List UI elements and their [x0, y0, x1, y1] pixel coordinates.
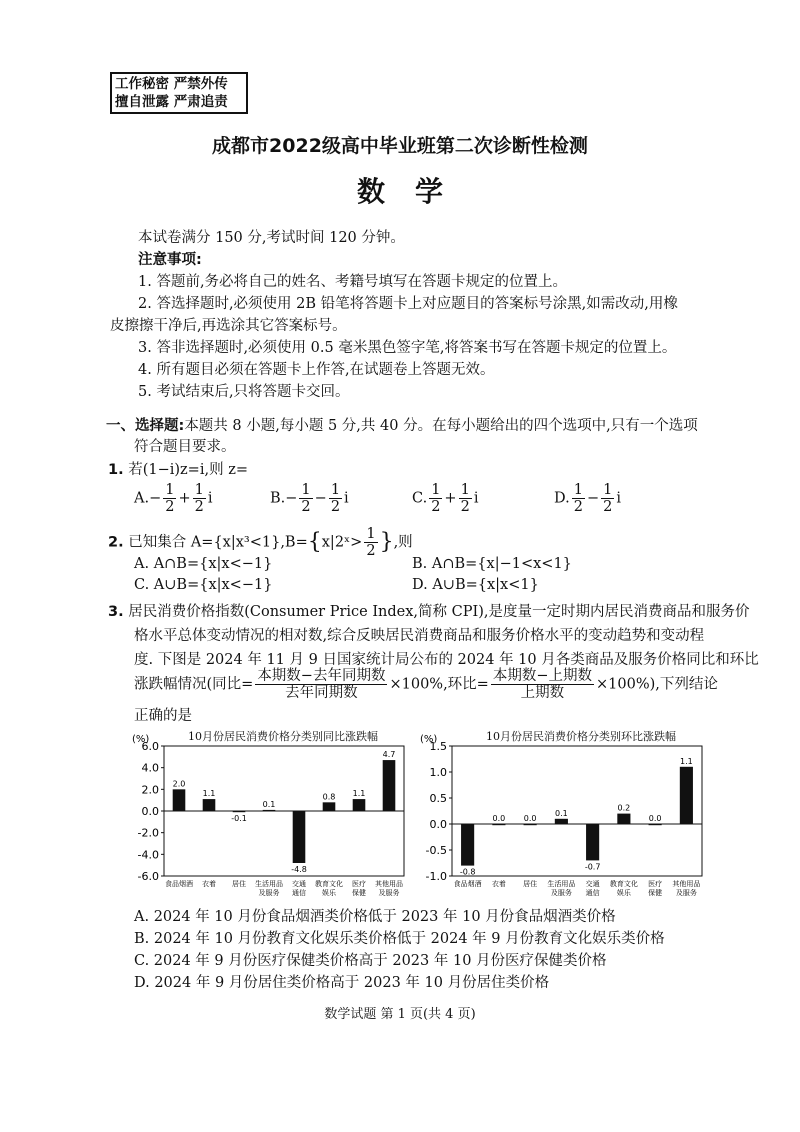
- q1-c-tail: i: [473, 490, 479, 507]
- q1-option-d: [554, 482, 621, 515]
- q1-b-label: B.: [270, 490, 286, 507]
- question-3-line-4: [134, 668, 718, 701]
- question-3-number: 3.: [108, 604, 124, 620]
- mom-category-label: 交通: [585, 880, 600, 888]
- yoy-bar: [323, 802, 336, 811]
- mom-bar: [492, 824, 505, 825]
- question-1-stem: [108, 460, 248, 480]
- q1-a-frac1: [163, 482, 176, 515]
- yoy-bar: [203, 799, 216, 811]
- tongbi-formula: [255, 668, 387, 701]
- yoy-category-label: 教育文化: [315, 880, 343, 888]
- mom-category-label: 教育文化: [609, 880, 638, 888]
- section-heading-line2: 符合题目要求。: [134, 439, 236, 455]
- huanbi-denominator: 上期数: [520, 685, 565, 701]
- mom-category-label: 生活用品: [547, 880, 576, 888]
- q3-option-c: C. 2024 年 9 月份医疗保健类价格高于 2023 年 10 月份医疗保健类价格: [134, 953, 607, 969]
- q1-a-mid: +: [178, 490, 191, 507]
- yoy-y-unit: (%): [132, 734, 150, 745]
- yoy-bar: [263, 810, 276, 811]
- mom-category-label: 居住: [523, 880, 538, 888]
- yoy-category-label: 及服务: [378, 889, 400, 897]
- q1-c-label: C.: [412, 490, 428, 507]
- q1-d-frac1-num: 1: [573, 482, 583, 498]
- yoy-data-label: -0.1: [231, 814, 247, 824]
- q1-d-label: D.: [554, 490, 570, 507]
- mom-plot-frame: [452, 746, 702, 876]
- q1-b-tail: i: [344, 490, 349, 507]
- q1-a-frac1-den: 2: [165, 499, 175, 515]
- q1-d-frac1: [572, 482, 585, 515]
- yoy-category-label: 交通: [292, 880, 306, 888]
- mom-y-unit: (%): [420, 734, 438, 745]
- section-heading-label: 一、选择题:: [106, 418, 185, 434]
- q1-a-label: A.: [134, 490, 150, 507]
- yoy-bar: [233, 811, 246, 812]
- yoy-category-label: 食品烟酒: [165, 880, 193, 888]
- mom-data-label: 1.1: [680, 756, 693, 766]
- q1-d-tail: i: [616, 490, 621, 507]
- q3-option-a: A. 2024 年 10 月份食品烟酒类价格低于 2023 年 10 月份食品烟酒类价格: [134, 909, 616, 925]
- yoy-data-label: -4.8: [291, 865, 307, 874]
- section-heading: [106, 416, 698, 436]
- tongbi-numerator: 本期数−去年同期数: [257, 668, 386, 684]
- note-5: 5. 考试结束后,只将答题卡交回。: [138, 384, 350, 400]
- mom-category-label: 通信: [585, 889, 600, 897]
- mom-y-tick-label: -0.5: [425, 844, 447, 857]
- yoy-category-label: 娱乐: [322, 889, 336, 897]
- q2-frac-den: 2: [366, 543, 376, 559]
- question-2-text-b: x|2ˣ>: [321, 534, 363, 551]
- mom-bar: [461, 824, 474, 866]
- mom-category-label: 娱乐: [616, 889, 631, 897]
- yoy-category-label: 居住: [232, 880, 246, 888]
- yoy-y-tick-label: 6.0: [141, 740, 159, 753]
- yoy-category-label: 衣着: [202, 880, 216, 888]
- mom-data-label: -0.8: [459, 867, 476, 877]
- question-1-text: 若(1−i)z=i,则 z=: [128, 462, 248, 478]
- mom-bar: [555, 819, 568, 824]
- question-3-text-1: 居民消费价格指数(Consumer Price Index,简称 CPI),是度量一定时期内居民消费商品和服务价: [128, 604, 750, 620]
- q1-d-frac2-num: 1: [603, 482, 613, 498]
- question-2-text-c: ,则: [393, 534, 413, 551]
- mom-category-label: 其他用品: [672, 880, 701, 888]
- question-3-line-3: 度. 下图是 2024 年 11 月 9 日国家统计局公布的 2024 年 10 月各类商品及服务价格同比和环比: [134, 652, 759, 668]
- mom-bar: [680, 767, 693, 824]
- q2-frac-num: 1: [366, 526, 376, 542]
- yoy-y-tick-label: 0.0: [141, 805, 159, 818]
- mom-data-label: -0.7: [584, 862, 601, 872]
- q1-a-tail: i: [207, 490, 213, 507]
- chart-2-title: 10月份居民消费价格分类别环比涨跌幅: [486, 730, 676, 743]
- mom-bar-chart: [418, 734, 708, 904]
- mom-bar: [524, 824, 537, 825]
- question-2-text-a: 已知集合 A={x|x³<1},B=: [128, 534, 308, 551]
- q1-b-frac1-num: 1: [301, 482, 311, 498]
- q1-c-frac1-num: 1: [431, 482, 441, 498]
- yoy-data-label: 1.1: [202, 789, 216, 799]
- tongbi-denominator: 去年同期数: [285, 685, 358, 701]
- question-3-line-5: 正确的是: [134, 708, 192, 724]
- mom-category-label: 及服务: [550, 889, 572, 897]
- yoy-bar: [173, 789, 186, 811]
- mom-category-label: 及服务: [675, 889, 697, 897]
- question-3-line-1: [108, 602, 750, 622]
- q1-d-mid: −: [586, 490, 600, 507]
- q1-b-frac2-den: 2: [330, 499, 341, 515]
- q2-option-b: B. A∩B={x|−1<x<1}: [412, 556, 572, 572]
- yoy-y-tick-label: -6.0: [137, 870, 159, 883]
- mom-data-label: 0.0: [523, 814, 537, 823]
- q2-option-c: C. A∪B={x|x<−1}: [134, 577, 273, 593]
- question-3-line-2: 格水平总体变动情况的相对数,综合反映居民消费商品和服务价格水平的变动趋势和变动程: [134, 628, 705, 644]
- q1-a-frac2-den: 2: [194, 499, 204, 515]
- mom-category-label: 衣着: [491, 880, 506, 888]
- q1-a-sign: −: [149, 490, 162, 507]
- q1-d-frac2-den: 2: [603, 499, 613, 515]
- left-brace: {: [307, 529, 322, 555]
- subject-title: 数学: [356, 175, 473, 208]
- q1-b-mid: −: [314, 490, 327, 507]
- note-3: 3. 答非选择题时,必须使用 0.5 毫米黑色签字笔,将答案书写在答题卡规定的位置上。: [138, 340, 677, 356]
- q1-b-frac1: [299, 482, 312, 515]
- yoy-category-label: 及服务: [258, 889, 280, 897]
- yoy-bar: [293, 811, 306, 863]
- mom-data-label: 0.2: [617, 803, 631, 813]
- page-footer: 数学试题 第 1 页(共 4 页): [324, 1007, 476, 1022]
- q1-c-mid: +: [444, 490, 457, 507]
- mom-bar: [586, 824, 599, 860]
- yoy-category-label: 保健: [352, 889, 366, 897]
- mom-category-label: 医疗: [648, 880, 663, 888]
- confidential-stamp: [110, 72, 248, 114]
- mom-y-tick-label: 0.5: [429, 792, 447, 805]
- mom-y-tick-label: -1.0: [425, 870, 447, 883]
- yoy-data-label: 0.1: [262, 799, 276, 809]
- yoy-data-label: 4.7: [382, 750, 396, 760]
- q2-option-a: A. A∩B={x|x<−1}: [134, 556, 273, 572]
- yoy-y-tick-label: -4.0: [137, 848, 159, 862]
- mom-data-label: 0.1: [555, 808, 568, 818]
- note-1: 1. 答题前,务必将自己的姓名、考籍号填写在答题卡规定的位置上。: [138, 274, 568, 290]
- yoy-data-label: 2.0: [172, 779, 186, 789]
- q1-c-frac1-den: 2: [431, 499, 441, 515]
- q1-a-frac2: [193, 482, 206, 515]
- q1-b-frac1-den: 2: [301, 499, 311, 515]
- yoy-y-tick-label: -2.0: [137, 826, 159, 840]
- q1-b-frac2: [329, 482, 342, 515]
- yoy-category-label: 通信: [292, 889, 306, 897]
- q1-c-frac2-num: 1: [460, 482, 470, 498]
- huanbi-formula: [491, 668, 594, 701]
- mom-y-tick-label: 1.5: [429, 740, 447, 753]
- mom-data-label: 0.0: [492, 814, 506, 823]
- question-2-number: 2.: [108, 534, 124, 551]
- stamp-line-1: 工作秘密 严禁外传: [115, 76, 228, 92]
- huanbi-numerator: 本期数−上期数: [492, 668, 592, 684]
- q3-line4-b: ×100%,环比=: [389, 676, 489, 693]
- score-time-line: 本试卷满分 150 分,考试时间 120 分钟。: [138, 230, 405, 246]
- note-2: 2. 答选择题时,必须使用 2B 铅笔将答题卡上对应题目的答案标号涂黑,如需改动,用橡: [138, 296, 678, 312]
- question-2-stem: [108, 526, 413, 559]
- q1-a-frac1-num: 1: [165, 482, 175, 498]
- q1-option-a: [134, 482, 213, 515]
- notes-heading: 注意事项:: [138, 252, 202, 268]
- mom-category-label: 保健: [648, 889, 663, 897]
- mom-y-tick-label: 0.0: [429, 818, 447, 831]
- q1-c-frac1: [429, 482, 442, 515]
- q1-a-frac2-num: 1: [194, 482, 204, 498]
- q2-option-d: D. A∪B={x|x<1}: [412, 577, 539, 593]
- yoy-y-tick-label: 4.0: [141, 761, 159, 775]
- q1-option-c: [412, 482, 478, 515]
- q3-option-b: B. 2024 年 10 月份教育文化娱乐类价格低于 2024 年 9 月份教育文化娱乐类价格: [134, 931, 665, 947]
- mom-bar: [649, 824, 662, 825]
- stamp-line-2: 擅自泄露 严肃追责: [115, 94, 228, 110]
- q1-option-b: [270, 482, 349, 515]
- yoy-y-tick-label: 2.0: [141, 783, 159, 797]
- right-brace: }: [379, 529, 394, 555]
- q2-frac: [364, 526, 377, 559]
- yoy-bar: [353, 799, 366, 811]
- mom-bar: [617, 814, 630, 824]
- q3-line4-a: 涨跌幅情况(同比=: [134, 676, 254, 693]
- q1-d-frac1-den: 2: [573, 499, 583, 515]
- note-4: 4. 所有题目必须在答题卡上作答,在试题卷上答题无效。: [138, 362, 495, 378]
- q3-option-d: D. 2024 年 9 月份居住类价格高于 2023 年 10 月份居住类价格: [134, 975, 550, 991]
- yoy-category-label: 生活用品: [255, 880, 283, 888]
- q1-d-frac2: [601, 482, 614, 515]
- yoy-category-label: 其他用品: [375, 880, 403, 888]
- q1-b-frac2-num: 1: [330, 482, 341, 498]
- section-heading-text: 本题共 8 小题,每小题 5 分,共 40 分。在每小题给出的四个选项中,只有一个选项: [184, 418, 698, 434]
- mom-category-label: 食品烟酒: [453, 880, 482, 888]
- mom-data-label: 0.0: [648, 814, 662, 823]
- exam-title: 成都市2022级高中毕业班第二次诊断性检测: [212, 135, 588, 157]
- note-2-cont: 皮擦擦干净后,再选涂其它答案标号。: [110, 318, 347, 334]
- chart-1-title: 10月份居民消费价格分类别同比涨跌幅: [188, 730, 378, 743]
- mom-y-tick-label: 1.0: [429, 766, 447, 779]
- q1-b-sign: −: [285, 490, 298, 507]
- q1-c-frac2: [459, 482, 472, 515]
- question-1-number: 1.: [108, 462, 124, 478]
- q1-c-frac2-den: 2: [460, 499, 470, 515]
- yoy-bar-chart: [130, 734, 410, 904]
- q3-line4-c: ×100%),下列结论: [596, 676, 718, 693]
- yoy-category-label: 医疗: [352, 880, 366, 888]
- yoy-data-label: 0.8: [322, 792, 336, 802]
- yoy-bar: [383, 760, 396, 811]
- yoy-data-label: 1.1: [352, 789, 366, 799]
